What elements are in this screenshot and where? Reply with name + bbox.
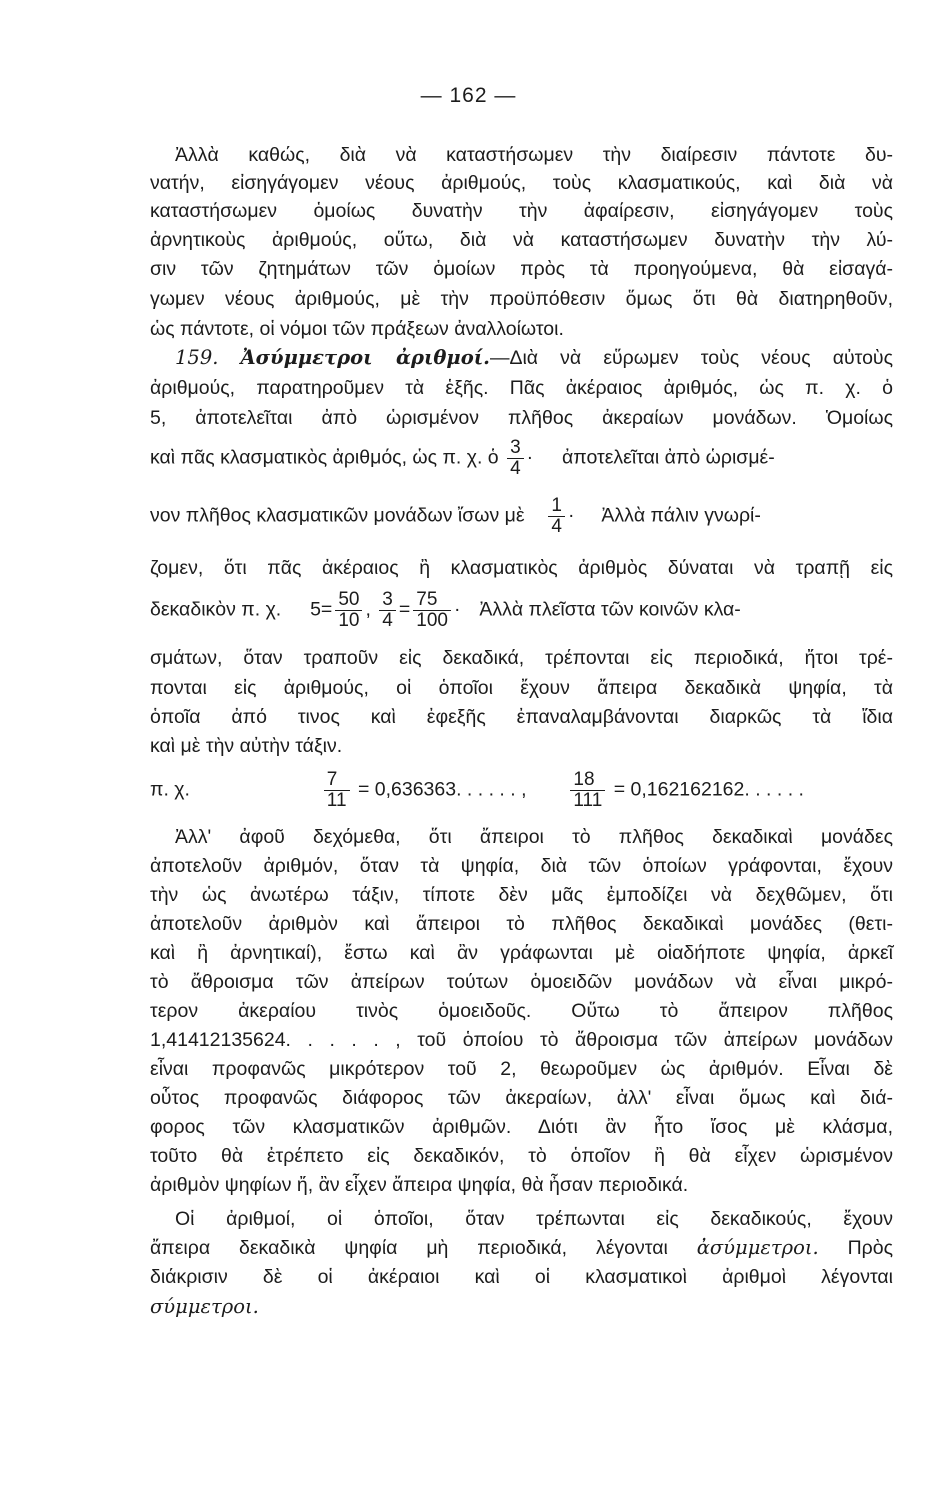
text-line: ἀποτελοῦν ἀριθμὸν καὶ ἄπειροι τὸ πλῆθος δεκαδικαὶ μονάδες (θετι- — [150, 913, 893, 935]
fraction-line: νον πλῆθος κλασματικῶν μονάδων ἴσων μὲ $\frac{1}{4}$ · Ἀλλὰ πάλιν γνωρί- — [150, 495, 761, 537]
term-asymmetric: ἀσύμμετροι. — [696, 1236, 819, 1259]
text-line: διάκρισιν δὲ οἱ ἀκέραιοι καὶ οἱ κλασματικοὶ ἀριθμοὶ λέγονται — [150, 1266, 893, 1288]
denominator: 111 — [570, 790, 605, 811]
fraction — [335, 590, 362, 631]
section-number: 159. — [175, 346, 219, 369]
text-segment: νον πλῆθος κλασματικῶν μονάδων ἴσων μὲ — [150, 504, 525, 527]
text-line: τὸ ἄθροισμα τῶν ἀπείρων τούτων ὁμοειδῶν μονάδων νὰ εἶναι μικρό- — [150, 971, 893, 993]
denominator: 4 — [379, 610, 396, 631]
numerator: 3 — [382, 589, 393, 610]
text-line: ἀριθμούς, παρατηροῦμεν τὰ ἑξῆς. Πᾶς ἀκέραιος ἀριθμός, ὡς π. χ. ὁ — [150, 377, 893, 399]
denominator: 11 — [324, 790, 350, 811]
text-segment: Πρὸς — [847, 1237, 893, 1259]
text-segment: καὶ πᾶς κλασματικὸς ἀριθμός, ὡς π. χ. ὁ — [150, 446, 499, 469]
text-line: σμάτων, ὅταν τραποῦν εἰς δεκαδικά, τρέπονται εἰς περιοδικά, ἤτοι τρέ- — [150, 647, 893, 669]
text-line: οὗτος προφανῶς διάφορος τῶν ἀκεραίων, ἀλλ' εἶναι ὅμως καὶ διά- — [150, 1087, 893, 1109]
text-segment: δεκαδικὸν π. χ. — [150, 598, 282, 621]
text-segment: Ἀλλὰ πάλιν γνωρί- — [601, 504, 761, 527]
numerator: 3 — [510, 437, 521, 458]
text-line: καὶ μὲ τὴν αὐτὴν τάξιν. — [150, 735, 343, 757]
text-segment: π. χ. — [150, 778, 190, 801]
example-line — [150, 770, 893, 811]
denominator: 10 — [335, 610, 362, 631]
section-title: Ἀσύμμετροι ἀριθμοί. — [240, 346, 490, 369]
text-line: Ἀλλὰ καθώς, διὰ νὰ καταστήσωμεν τὴν διαίρεσιν πάντοτε δυ- — [175, 144, 893, 166]
text-line: 1,41412135624. . . . . , τοῦ ὁποίου τὸ ἄθροισμα τῶν ἀπείρων μονάδων — [150, 1029, 893, 1051]
text-line: τὴν ὡς ἀνωτέρω τάξιν, τίποτε δὲν μᾶς ἐμποδίζει νὰ δεχθῶμεν, ὅτι — [150, 884, 893, 906]
text-line: ὁποῖα ἀπό τινος καὶ ἐφεξῆς ἐπαναλαμβάνονται διαρκῶς τὰ ἴδια — [150, 706, 893, 728]
text-line — [150, 1294, 893, 1320]
denominator: 4 — [507, 458, 524, 479]
fraction-line: καὶ πᾶς κλασματικὸς ἀριθμός, ὡς π. χ. ὁ $\frac{3}{4}$ · ἀποτελεῖται ἀπὸ ὡρισμέ- — [150, 437, 775, 479]
section-heading-line — [175, 345, 893, 371]
text-segment: ἀποτελεῖται ἀπὸ ὡρισμέ- — [562, 446, 775, 469]
numerator: 1 — [551, 495, 562, 516]
fraction — [548, 496, 565, 537]
text-line: τερον ἀκεραίου τινὸς ὁμοειδοῦς. Οὕτω τὸ ἄπειρον πλῆθος — [150, 1000, 893, 1022]
text-line: ἀρνητικοὺς ἀριθμούς, οὕτω, διὰ νὰ καταστήσωμεν δυνατὴν τὴν λύ- — [150, 229, 893, 251]
text-segment: Ἀλλὰ πλεῖστα τῶν κοινῶν κλα- — [479, 598, 741, 621]
denominator: 100 — [413, 610, 451, 631]
fraction — [413, 590, 451, 631]
text-line: φορος τῶν κλασματικῶν ἀριθμῶν. Διότι ἂν ἦτο ἴσος μὲ κλάσμα, — [150, 1116, 893, 1138]
section-lead: —Διὰ νὰ εὕρωμεν τοὺς νέους αὐτοὺς — [489, 347, 893, 369]
numerator: 7 — [326, 769, 338, 790]
fraction — [570, 770, 605, 811]
text-line: Ἀλλ' ἀφοῦ δεχόμεθα, ὅτι ἄπειροι τὸ πλῆθος δεκαδικαὶ μονάδες — [175, 826, 893, 848]
text-line — [150, 1235, 893, 1261]
text-line: γωμεν νέους ἀριθμούς, μὲ τὴν προϋπόθεσιν ὅμως ὅτι θὰ διατηρηθοῦν, — [150, 288, 893, 310]
text-line: ζομεν, ὅτι πᾶς ἀκέραιος ἢ κλασματικὸς ἀριθμὸς δύναται νὰ τραπῇ εἰς — [150, 557, 893, 579]
text-line: 5, ἀποτελεῖται ἀπὸ ὡρισμένον πλῆθος ἀκεραίων μονάδων. Ὁμοίως — [150, 407, 893, 429]
text-line: τοῦτο θὰ ἐτρέπετο εἰς δεκαδικόν, τὸ ὁποῖον ἢ θὰ εἶχεν ὡρισμένον — [150, 1145, 893, 1167]
denominator: 4 — [548, 516, 565, 537]
math-segment: = 0,162162162. . . . . . — [613, 778, 804, 801]
text-line: πονται εἰς ἀριθμούς, οἱ ὁποῖοι ἔχουν ἄπειρα δεκαδικὰ ψηφία, τὰ — [150, 677, 893, 699]
math-segment: = 0,636363. . . . . . , — [357, 778, 527, 801]
text-line: νατήν, εἰσηγάγομεν νέους ἀριθμούς, τοὺς κλασματικούς, καὶ διὰ νὰ — [150, 172, 893, 194]
text-segment: ἄπειρα δεκαδικὰ ψηφία μὴ περιοδικά, λέγονται — [150, 1237, 668, 1259]
text-line: Οἱ ἀριθμοί, οἱ ὁποῖοι, ὅταν τρέπωνται εἰς δεκαδικούς, ἔχουν — [175, 1208, 893, 1230]
numerator: 18 — [573, 769, 595, 790]
text-line: ὡς πάντοτε, οἱ νόμοι τῶν πράξεων ἀναλλοίωτοι. — [150, 318, 564, 340]
text-line: καὶ ἢ ἀρνητικαί), ἔστω καὶ ἂν γράφωνται μὲ οἱαδήποτε ψηφία, ἀρκεῖ — [150, 942, 893, 964]
page-number: — 162 — — [420, 84, 517, 107]
text-line: καταστήσωμεν ὁμοίως δυνατὴν τὴν ἀφαίρεσιν, εἰσηγάγομεν τοὺς — [150, 200, 893, 222]
term-symmetric: σύμμετροι. — [150, 1295, 259, 1318]
text-line: ἀποτελοῦν ἀριθμόν, ὅταν τὰ ψηφία, διὰ τῶν ὁποίων γράφονται, ἔχουν — [150, 855, 893, 877]
text-line: ἀριθμὸν ψηφίων ἤ, ἂν εἶχεν ἄπειρα ψηφία, θὰ ἦσαν περιοδικά. — [150, 1174, 689, 1196]
math-segment: = — [398, 598, 411, 621]
fraction-line: δεκαδικὸν π. χ. 5= $\frac{50}{10}$ , $\frac{3}{4}$ = $\frac{75}{100}$ · Ἀλλὰ πλεῖστα τῶν κοινῶν κλα- — [150, 589, 741, 631]
fraction — [507, 438, 524, 479]
numerator: 75 — [416, 589, 438, 610]
text-line: σιν τῶν ζητημάτων τῶν ὁμοίων πρὸς τὰ προηγούμενα, θὰ εἰσαγά- — [150, 258, 893, 280]
fraction — [324, 770, 350, 811]
math-segment: 5= — [310, 598, 333, 621]
text-line: εἶναι προφανῶς μικρότερον τοῦ 2, θεωροῦμεν ὡς ἀριθμόν. Εἶναι δὲ — [150, 1058, 893, 1080]
numerator: 50 — [338, 589, 360, 610]
fraction — [379, 590, 396, 631]
